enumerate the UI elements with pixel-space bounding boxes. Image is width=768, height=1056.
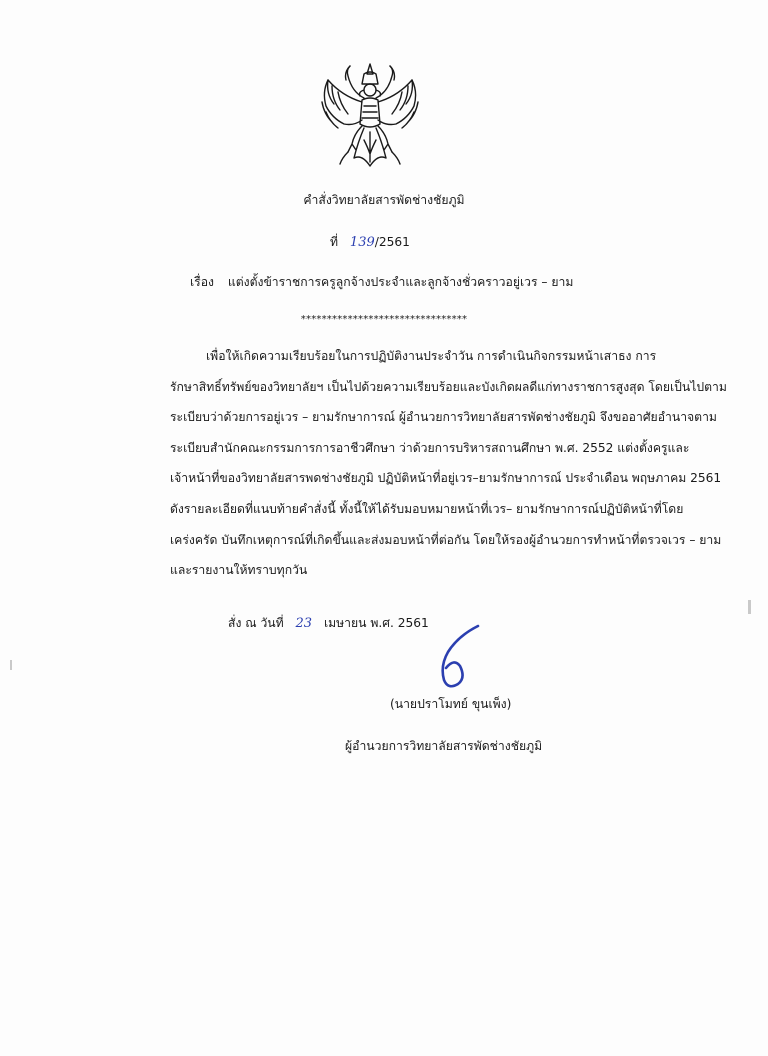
- body-paragraph: [170, 347, 727, 592]
- date-suffix: เมษายน พ.ศ. 2561: [323, 616, 429, 630]
- number-prefix: ที่: [330, 235, 339, 249]
- number-suffix: /2561: [374, 235, 410, 249]
- order-date: [228, 614, 429, 633]
- body-line: เคร่งครัด บันทึกเหตุการณ์ที่เกิดขึ้นและส่งมอบหน้าที่ต่อกัน โดยให้รองผู้อำนวยการทำหน้าที่ตรวจเวร – ยาม: [170, 532, 722, 547]
- body-line: ระเบียบว่าด้วยการอยู่เวร – ยามรักษาการณ์ ผู้อำนวยการวิทยาลัยสารพัดช่างชัยภูมิ จึงขออาศัยอำนาจตาม: [170, 410, 717, 425]
- handwritten-signature: [418, 622, 490, 694]
- subject-line: [190, 273, 573, 291]
- order-number: [330, 233, 410, 252]
- body-line: เจ้าหน้าที่ของวิทยาลัยสารพดช่างชัยภูมิ ปฏิบัติหน้าที่อยู่เวร–ยามรักษาการณ์ ประจำเดือน พฤษภาคม 2561: [170, 471, 722, 486]
- body-line: ระเบียบสำนักคณะกรรมการการอาชีวศึกษา ว่าด้วยการบริหารสถานศึกษา พ.ศ. 2552 แต่งตั้งครูและ: [170, 440, 690, 455]
- body-line: รักษาสิทธิ์ทรัพย์ของวิทยาลัยฯ เป็นไปด้วยความเรียบร้อยและบังเกิดผลดีแก่ทางราชการสูงสุด โดยเป็นไปตาม: [170, 379, 727, 394]
- signer-position: ผู้อำนวยการวิทยาลัยสารพัดช่างชัยภูมิ: [345, 739, 543, 753]
- separator-stars: ********************************: [300, 314, 468, 325]
- order-title: คำสั่งวิทยาลัยสารพัดช่างชัยภูมิ: [303, 193, 465, 207]
- garuda-emblem-icon: [318, 62, 422, 170]
- body-line: ดังรายละเอียดที่แนบท้ายคำสั่งนี้ ทั้งนี้ให้ได้รับมอบหมายหน้าที่เวร– ยามรักษาการณ์ปฏิบัติหน้าที่โดย: [170, 501, 684, 516]
- date-prefix: สั่ง ณ วันที่: [228, 616, 284, 630]
- scan-mark: [748, 600, 751, 614]
- subject-label: เรื่อง: [190, 275, 214, 289]
- body-line: เพื่อให้เกิดความเรียบร้อยในการปฏิบัติงานประจำวัน การดำเนินกิจกรรมหน้าเสาธง การ: [206, 349, 657, 363]
- number-handwritten: 139: [349, 235, 375, 250]
- signer-name: (นายปราโมทย์ ขุนเพ็ง): [390, 697, 512, 711]
- date-day-handwritten: 23: [295, 616, 313, 631]
- subject-text: แต่งตั้งข้าราชการครูลูกจ้างประจำและลูกจ้างชั่วคราวอยู่เวร – ยาม: [227, 275, 574, 289]
- body-line: และรายงานให้ทราบทุกวัน: [170, 563, 308, 578]
- scan-mark: [10, 660, 12, 670]
